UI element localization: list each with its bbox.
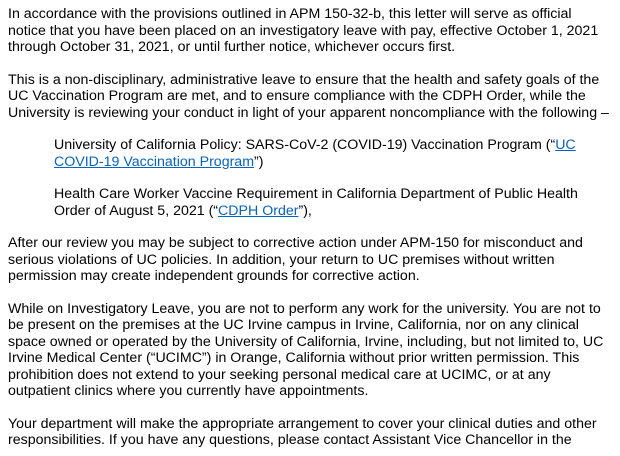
policy-uc-text: University of California Policy: SARS-CoV-2 (COVID-19) Vaccination Program (“: [54, 137, 556, 153]
policy-uc-close: ”): [254, 153, 264, 170]
paragraph-notice: In accordance with the provisions outlined in APM 150-32-b, this letter will serve as official notice that you have been placed on an investigatory leave with pay, effective October 1, 2021 through October 31, 2021, or until further notice, whichever occurs first.: [8, 6, 599, 55]
policy-uc-vaccination: [54, 137, 620, 170]
uc-vaccination-program-link[interactable]: UC COVID-19 Vaccination Program: [54, 137, 576, 170]
cdph-order-link[interactable]: CDPH Order: [218, 202, 299, 219]
paragraph-restrictions: While on Investigatory Leave, you are not to perform any work for the university. You are not to be present on the premises at the UC Irvine campus in Irvine, California, nor on any clinical space owned or operated by the University of California, Irvine, including, but not limited to, UC Irvine Medical Center (“UCIMC”) in Orange, California without prior written permission. This prohibition does not extend to your seeking personal medical care at UCIMC, or at any outpatient clinics where you currently have appointments.: [8, 300, 604, 399]
paragraph-review: After our review you may be subject to corrective action under APM-150 for misconduct and serious violations of UC policies. In addition, your return to UC premises without written permission may create independent grounds for corrective action.: [8, 235, 583, 284]
policy-cdph-text: Health Care Worker Vaccine Requirement in California Department of Public Health Order of August 5, 2021 (“: [54, 186, 578, 219]
paragraph-leave-purpose: This is a non-disciplinary, administrative leave to ensure that the health and safety goals of the UC Vaccination Program are met, and to ensure compliance with the CDPH Order, while the University is reviewing your conduct in light of your apparent noncompliance with the following –: [8, 71, 609, 121]
paragraph-department: Your department will make the appropriate arrangement to cover your clinical duties and other responsibilities. If you have any questions, please contact Assistant Vice Chancellor in the: [8, 415, 597, 448]
policy-cdph-order: [54, 186, 620, 219]
policy-cdph-close: ”),: [298, 202, 312, 219]
